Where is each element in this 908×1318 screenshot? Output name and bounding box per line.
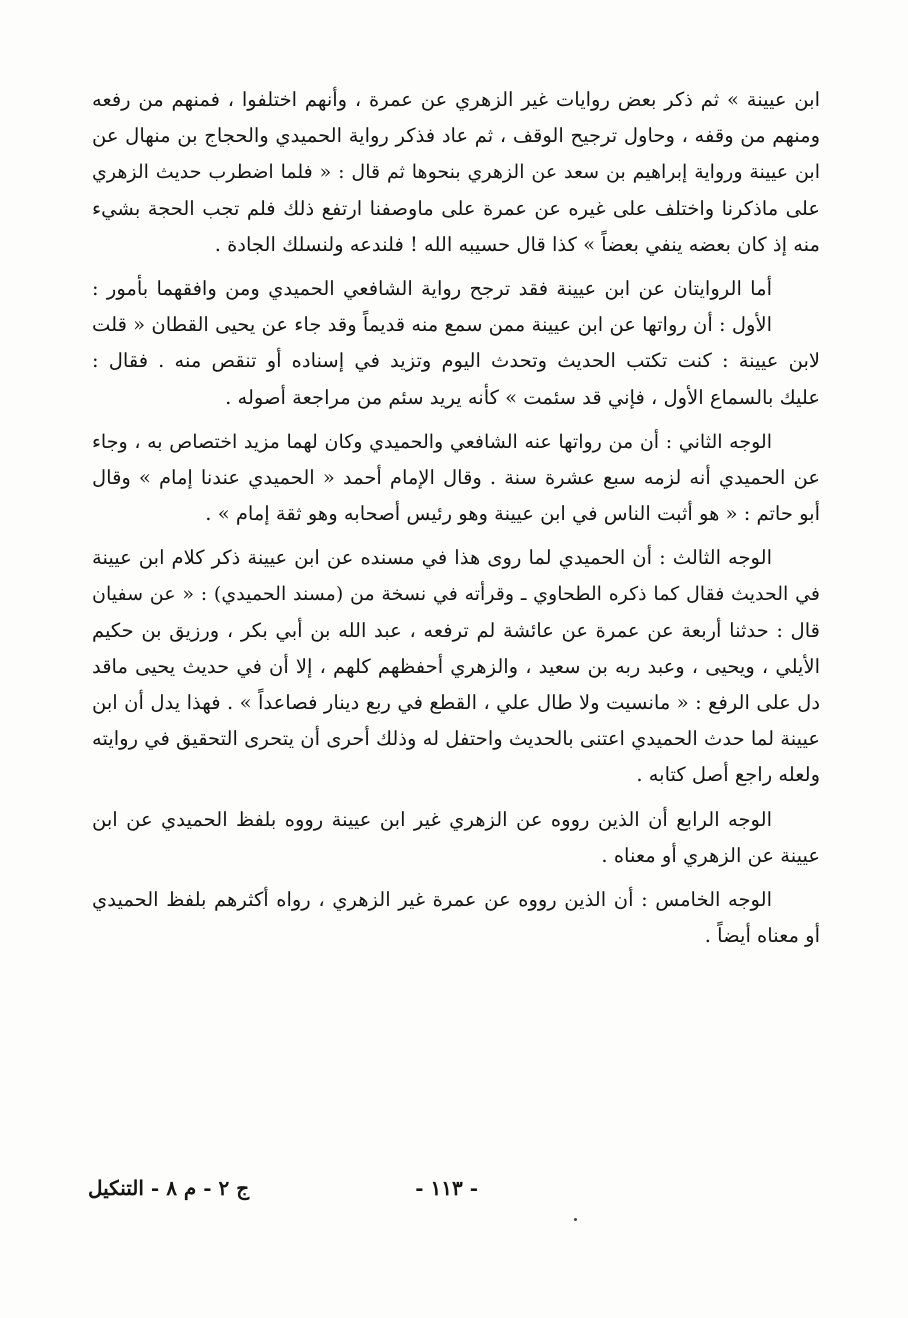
text-line: ابن عيينة » ثم ذكر بعض روايات غير الزهري عن عمرة ، وأنهم اختلفوا ، فمنهم من رفعه: [92, 88, 820, 111]
text-line: ولعله راجع أصل كتابه .: [636, 763, 820, 787]
text-line: دل على الرفع : « مانسيت ولا طال علي ، القطع في ربع دينار فصاعداً » . فهذا يدل أن ابن: [92, 691, 820, 714]
page-number: - ١١٣ -: [415, 1176, 478, 1200]
text-line: على ماذكرنا واختلف على غيره عن عمرة على ماوصفنا ارتفع ذلك فلم تجب الحجة بشيء: [92, 196, 820, 220]
text-line: الوجه الثاني : أن من رواتها عنه الشافعي والحميدي وكان لهما مزيد اختصاص به ، وجاء: [92, 430, 772, 453]
text-line: أبو حاتم : « هو أثبت الناس في ابن عيينة وهو رئيس أصحابه وهو ثقة إمام » .: [205, 502, 820, 526]
text-line: لابن عيينة : كنت تكتب الحديث وتحدث اليوم وتزيد في إسناده أو تنقص منه . فقال :: [92, 349, 820, 373]
text-line: الوجه الرابع أن الذين رووه عن الزهري غير ابن عيينة رووه بلفظ الحميدي عن ابن: [92, 807, 772, 831]
printer-signature: ج ٢ - م ٨ - التنكيل: [88, 1176, 250, 1200]
print-speck: [574, 1218, 577, 1221]
text-line: عيينة عن الزهري أو معناه .: [601, 843, 820, 867]
text-line: في الحديث فقال كما ذكره الطحاوي ـ وقرأته في نسخة من (مسند الحميدي) : « عن سفيان: [92, 583, 820, 606]
paragraph-gap: [92, 263, 820, 271]
text-line: الوجه الخامس : أن الذين رووه عن عمرة غير الزهري ، رواه أكثرهم بلفظ الحميدي: [92, 887, 772, 911]
text-line: عليك بالسماع الأول ، فإني قد سئمت » كأنه يريد سئم من مراجعة أصوله .: [225, 385, 820, 409]
text-line: ومنهم من وقفه ، وحاول ترجيح الوقف ، ثم عاد فذكر رواية الحميدي والحجاج بن منهال عن: [92, 124, 820, 148]
text-line: قال : حدثنا أربعة عن عمرة عن عائشة لم ترفعه ، عبد الله بن أبي بكر ، ورزيق بن حكيم: [92, 618, 820, 642]
text-line: أما الروايتان عن ابن عيينة فقد ترجح رواية الشافعي الحميدي ومن وافقهما بأمور :: [92, 276, 772, 300]
paragraph-gap: [92, 532, 820, 540]
paragraph-gap: [92, 416, 820, 424]
paragraph-gap: [92, 794, 820, 802]
text-line: الوجه الثالث : أن الحميدي لما روى هذا في مسنده عن ابن عيينة ذكر كلام ابن عيينة: [92, 546, 772, 570]
text-line: الأيلي ، ويحيى ، وعبد ربه بن سعيد ، والزهري أحفظهم كلهم ، إلا أن في حديث يحيى ماقد: [92, 654, 820, 678]
text-line: ابن عيينة ورواية إبراهيم بن سعد عن الزهري بنحوها ثم قال : « فلما اضطرب حديث الزهري: [92, 161, 820, 184]
text-line: عيينة لما حدث الحميدي اعتنى بالحديث واحتفل له وذلك أحرى أن يتحرى التحقيق في روايته: [92, 727, 820, 751]
body-text: [92, 82, 820, 954]
text-line: الأول : أن رواتها عن ابن عيينة ممن سمع منه قديماً وقد جاء عن يحيى القطان « قلت: [92, 313, 772, 337]
paragraph-gap: [92, 874, 820, 882]
text-line: أو معناه أيضاً .: [704, 924, 820, 948]
text-line: عن الحميدي أنه لزمه سبع عشرة سنة . وقال الإمام أحمد « الحميدي عندنا إمام » وقال: [92, 465, 820, 489]
page-footer: [88, 1168, 818, 1208]
text-line: منه إذ كان بعضه ينفي بعضاً » كذا قال حسيبه الله ! فلندعه ولنسلك الجادة .: [214, 232, 820, 256]
